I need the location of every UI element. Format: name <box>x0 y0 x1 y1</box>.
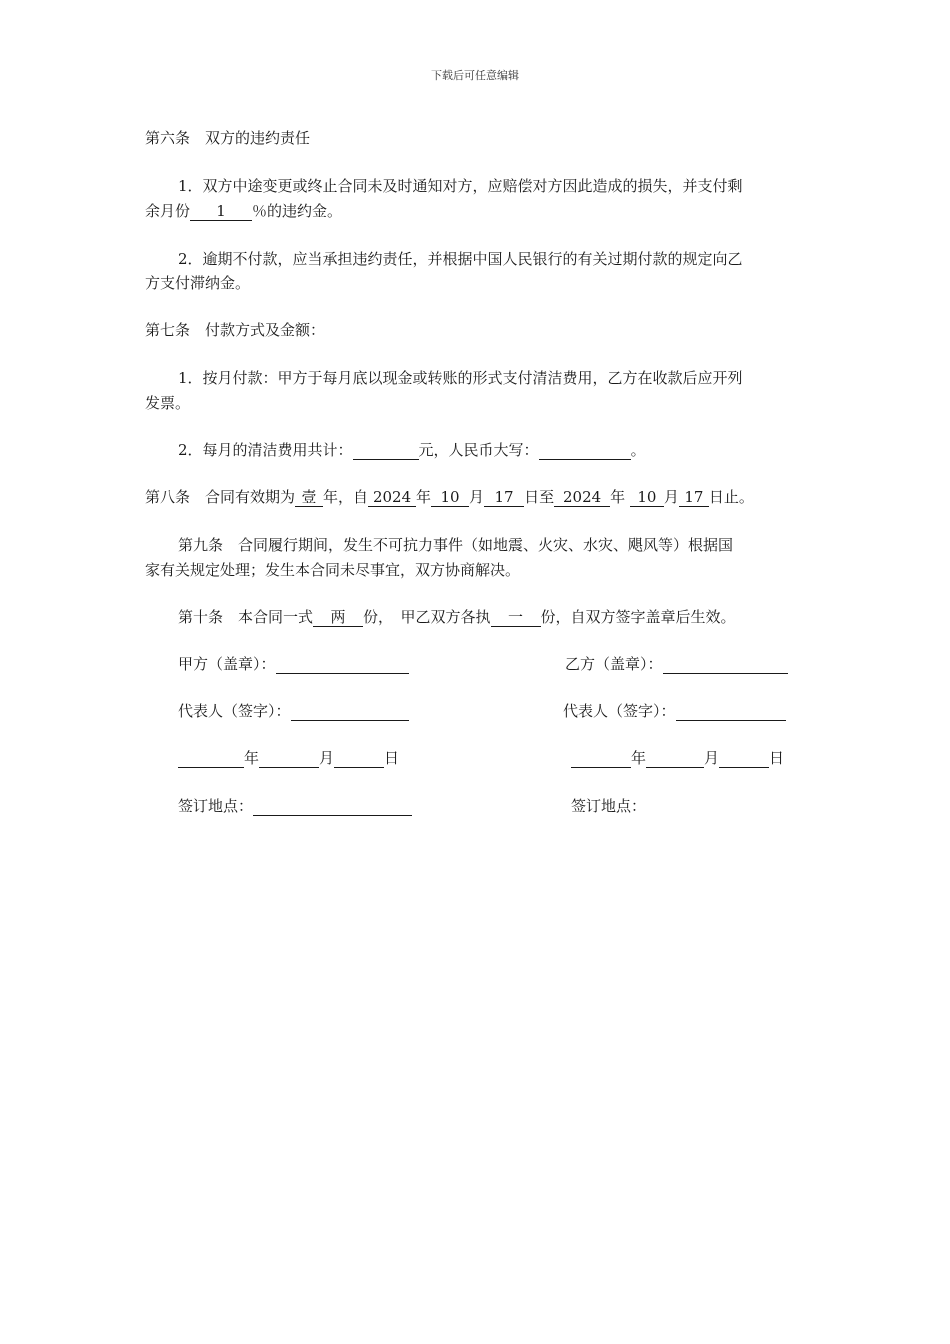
start-year-blank: 2024 <box>368 489 416 507</box>
text: 日 <box>384 749 400 767</box>
day-blank <box>334 750 384 768</box>
party-b-rep-blank <box>676 703 786 721</box>
party-b-representative <box>563 701 786 721</box>
signing-place-blank <box>253 798 412 816</box>
text: 月 <box>704 749 720 767</box>
text: 份， 甲乙双方各执 <box>363 608 491 626</box>
day-blank <box>719 750 769 768</box>
article-9-line-1: 第九条 合同履行期间，发生不可抗力事件（如地震、火灾、水灾、飓风等）根据国 <box>178 536 734 554</box>
text: 。 <box>630 441 646 459</box>
article-10 <box>178 607 736 627</box>
text: 2．每月的清洁费用共计： <box>178 441 353 459</box>
text: 元，人民币大写： <box>418 441 539 459</box>
monthly-fee-blank <box>353 442 419 460</box>
text: 年，自 <box>323 488 369 506</box>
label: 代表人（签字）： <box>178 702 291 720</box>
month-blank <box>646 750 704 768</box>
party-a-representative <box>178 701 409 721</box>
text: 月 <box>663 488 679 506</box>
party-b-signing-place <box>571 796 646 816</box>
label: 甲方（盖章）： <box>178 655 276 673</box>
start-day-blank: 17 <box>484 489 524 507</box>
end-day-blank: 17 <box>679 489 709 507</box>
label: 签订地点： <box>178 797 254 815</box>
text: 年 <box>416 488 432 506</box>
label: 乙方（盖章）： <box>565 655 663 673</box>
article-7-clause-1-line-1: 1．按月付款：甲方于每月底以现金或转账的形式支付清洁费用，乙方在收款后应开列 <box>178 369 743 387</box>
party-a-seal <box>178 654 409 674</box>
article-6-title: 第六条 双方的违约责任 <box>145 129 311 147</box>
text: ％的违约金。 <box>252 202 343 220</box>
article-6-clause-1-line-1: 1．双方中途变更或终止合同未及时通知对方，应赔偿对方因此造成的损失，并支付剩 <box>178 177 743 195</box>
text: 第八条 合同有效期为 <box>145 488 296 506</box>
text: 月 <box>319 749 335 767</box>
end-month-blank: 10 <box>630 489 664 507</box>
text: 年 <box>610 488 626 506</box>
article-8 <box>145 487 754 507</box>
end-year-blank: 2024 <box>554 489 610 507</box>
text: 年 <box>631 749 647 767</box>
label: 代表人（签字）： <box>563 702 676 720</box>
copies-each-blank: 一 <box>491 609 541 627</box>
article-7-title: 第七条 付款方式及金额： <box>145 321 326 339</box>
year-blank <box>571 750 631 768</box>
article-9-line-2: 家有关规定处理；发生本合同未尽事宜，双方协商解决。 <box>145 561 521 579</box>
term-years-blank: 壹 <box>295 489 323 507</box>
month-blank <box>259 750 319 768</box>
label: 签订地点： <box>571 797 647 815</box>
article-6-clause-2-line-2: 方支付滞纳金。 <box>145 274 251 292</box>
party-b-date <box>571 748 784 768</box>
article-7-clause-2 <box>178 440 646 460</box>
article-7-clause-1-line-2: 发票。 <box>145 394 191 412</box>
article-6-clause-1-line-2 <box>145 201 342 221</box>
text: 日至 <box>524 488 555 506</box>
party-a-date <box>178 748 399 768</box>
text: 余月份 <box>145 202 191 220</box>
year-blank <box>178 750 244 768</box>
party-a-seal-blank <box>276 656 409 674</box>
text: 份，自双方签字盖章后生效。 <box>540 608 736 626</box>
fee-in-words-blank <box>539 442 631 460</box>
start-month-blank: 10 <box>431 489 469 507</box>
copies-blank: 两 <box>313 609 363 627</box>
party-a-rep-blank <box>291 703 409 721</box>
party-a-signing-place <box>178 796 412 816</box>
page-header: 下载后可任意编辑 <box>431 69 519 82</box>
text: 月 <box>469 488 485 506</box>
text: 日 <box>769 749 785 767</box>
party-b-seal <box>565 654 788 674</box>
text: 日止。 <box>708 488 754 506</box>
article-6-clause-2-line-1: 2．逾期不付款，应当承担违约责任，并根据中国人民银行的有关过期付款的规定向乙 <box>178 250 743 268</box>
text: 第十条 本合同一式 <box>178 608 314 626</box>
text: 年 <box>244 749 260 767</box>
penalty-percent-blank: 1 <box>190 203 252 221</box>
party-b-seal-blank <box>663 656 788 674</box>
